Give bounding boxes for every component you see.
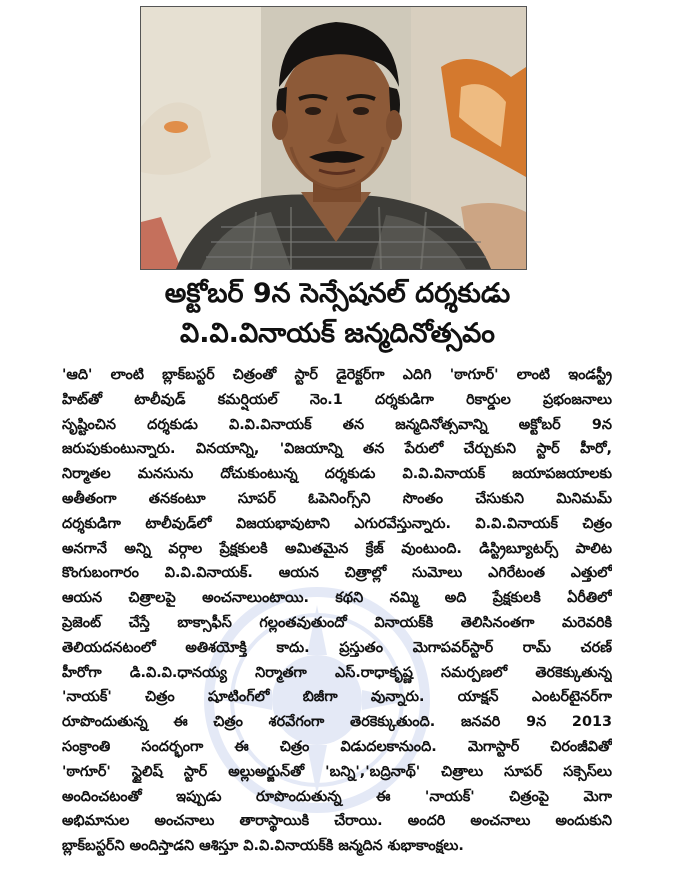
article-line: తెలియదనటంలో అతిశయోక్తి కాదు. ప్రస్తుతం మెగాపవర్‌స్టార్ రామ్ చరణ్ — [62, 639, 612, 656]
article-line: ప్రెజెంట్ చేస్తే బాక్సాఫీస్ గల్లంతవుతుందో వినాయక్‌కి తెలిసినంతగా మరెవరికి — [62, 614, 612, 631]
article-line: అందించటంతో ఇప్పుడు రూపొందుతున్న ఈ 'నాయక్' చిత్రంపై మెగా — [62, 788, 612, 805]
article-line: అభిమానుల అంచనాలు తారాస్థాయికి చేరాయి. అందరి అంచనాలు అందుకుని — [62, 813, 612, 830]
article-line: జరుపుకుంటున్నారు. వినయాన్ని, 'విజయాన్ని తన పేరులో చేర్చుకుని స్టార్ హీరో, — [62, 441, 612, 458]
article-line: రూపొందుతున్న ఈ చిత్రం శరవేగంగా తెరకెక్కుతుంది. జనవరి 9న 2013 — [62, 714, 612, 731]
article-line: 'ఆది' లాంటి బ్లాక్‌బస్టర్ చిత్రంతో స్టార్ డైరెక్టర్‌గా ఎదిగి 'ఠాగూర్' లాంటి ఇండస్ట్రీ — [62, 367, 612, 383]
article-line: 'ఠాగూర్' స్టైలిష్ స్టార్ అల్లుఅర్జున్‌తో 'బన్ని','బద్రినాథ్' చిత్రాలు సూపర్ సక్సెస్‌లు — [62, 763, 612, 780]
headline-line-1: అక్టోబర్ 9న సెన్సేషనల్ దర్శకుడు — [164, 278, 511, 309]
article-body — [62, 363, 612, 883]
portrait-photo — [140, 6, 527, 270]
article-line: నిర్మాతల మనసును దోచుకుంటున్న దర్శకుడు వి.వి.వినాయక్ జయాపజయాలకు — [62, 466, 612, 483]
article-line: అతీతంగా తనకంటూ సూపర్ ఓపెనింగ్స్‌ని సొంతం చేసుకుని మినిమమ్ — [62, 490, 612, 507]
article-line: సంక్రాంతి సందర్భంగా ఈ చిత్రం విడుదలకానుంది. మెగాస్టార్ చిరంజీవితో — [62, 738, 612, 755]
article-line: సృష్టించిన దర్శకుడు వి.వి.వినాయక్ తన జన్మదినోత్సవాన్ని అక్టోబర్ 9న — [62, 416, 612, 433]
headline-line-2: వి.వి.వినాయక్ జన్మదినోత్సవం — [180, 318, 495, 349]
article-line: అనగానే అన్ని వర్గాల ప్రేక్షకులకి అమితమైన క్రేజ్ వుంటుంది. డిస్ట్రిబ్యూటర్స్ పాలిట — [62, 540, 612, 557]
article-line: హిట్‌తో టాలీవుడ్ కమర్షియల్ నెం.1 దర్శకుడిగా రికార్డుల ప్రభంజనాలు — [62, 391, 612, 408]
article-paragraph — [62, 363, 612, 859]
article-line: బ్లాక్‌బస్టర్‌ని అందిస్తాడని ఆశిస్తూ వి.వి.వినాయక్‌కి జన్మదిన శుభాకాంక్షలు. — [62, 838, 464, 855]
article-line: ఆయన చిత్రాలపై అంచనాలుంటాయి. కథని నమ్మి అది ప్రేక్షకులకి ఏరీతిలో — [62, 590, 612, 607]
article-line: హీరోగా డి.వి.వి.ధానయ్య నిర్మాతగా ఎస్.రాధాకృష్ణ సమర్పణలో తెరకెక్కుతున్న — [62, 664, 612, 681]
portrait-illustration — [141, 7, 526, 269]
article-line: 'నాయక్' చిత్రం షూటింగ్‌లో బిజీగా వున్నారు. యాక్షన్ ఎంటర్‌టైనర్‌గా — [62, 689, 612, 706]
article-line: దర్శకుడిగా టాలీవుడ్‌లో విజయభావుటాని ఎగురవేస్తున్నారు. వి.వి.వినాయక్ చిత్రం — [62, 515, 612, 532]
article-line: కొంగుబంగారం వి.వి.వినాయక్. ఆయన చిత్రాల్లో సుమోలు ఎగిరేటంత ఎత్తులో — [62, 565, 612, 582]
